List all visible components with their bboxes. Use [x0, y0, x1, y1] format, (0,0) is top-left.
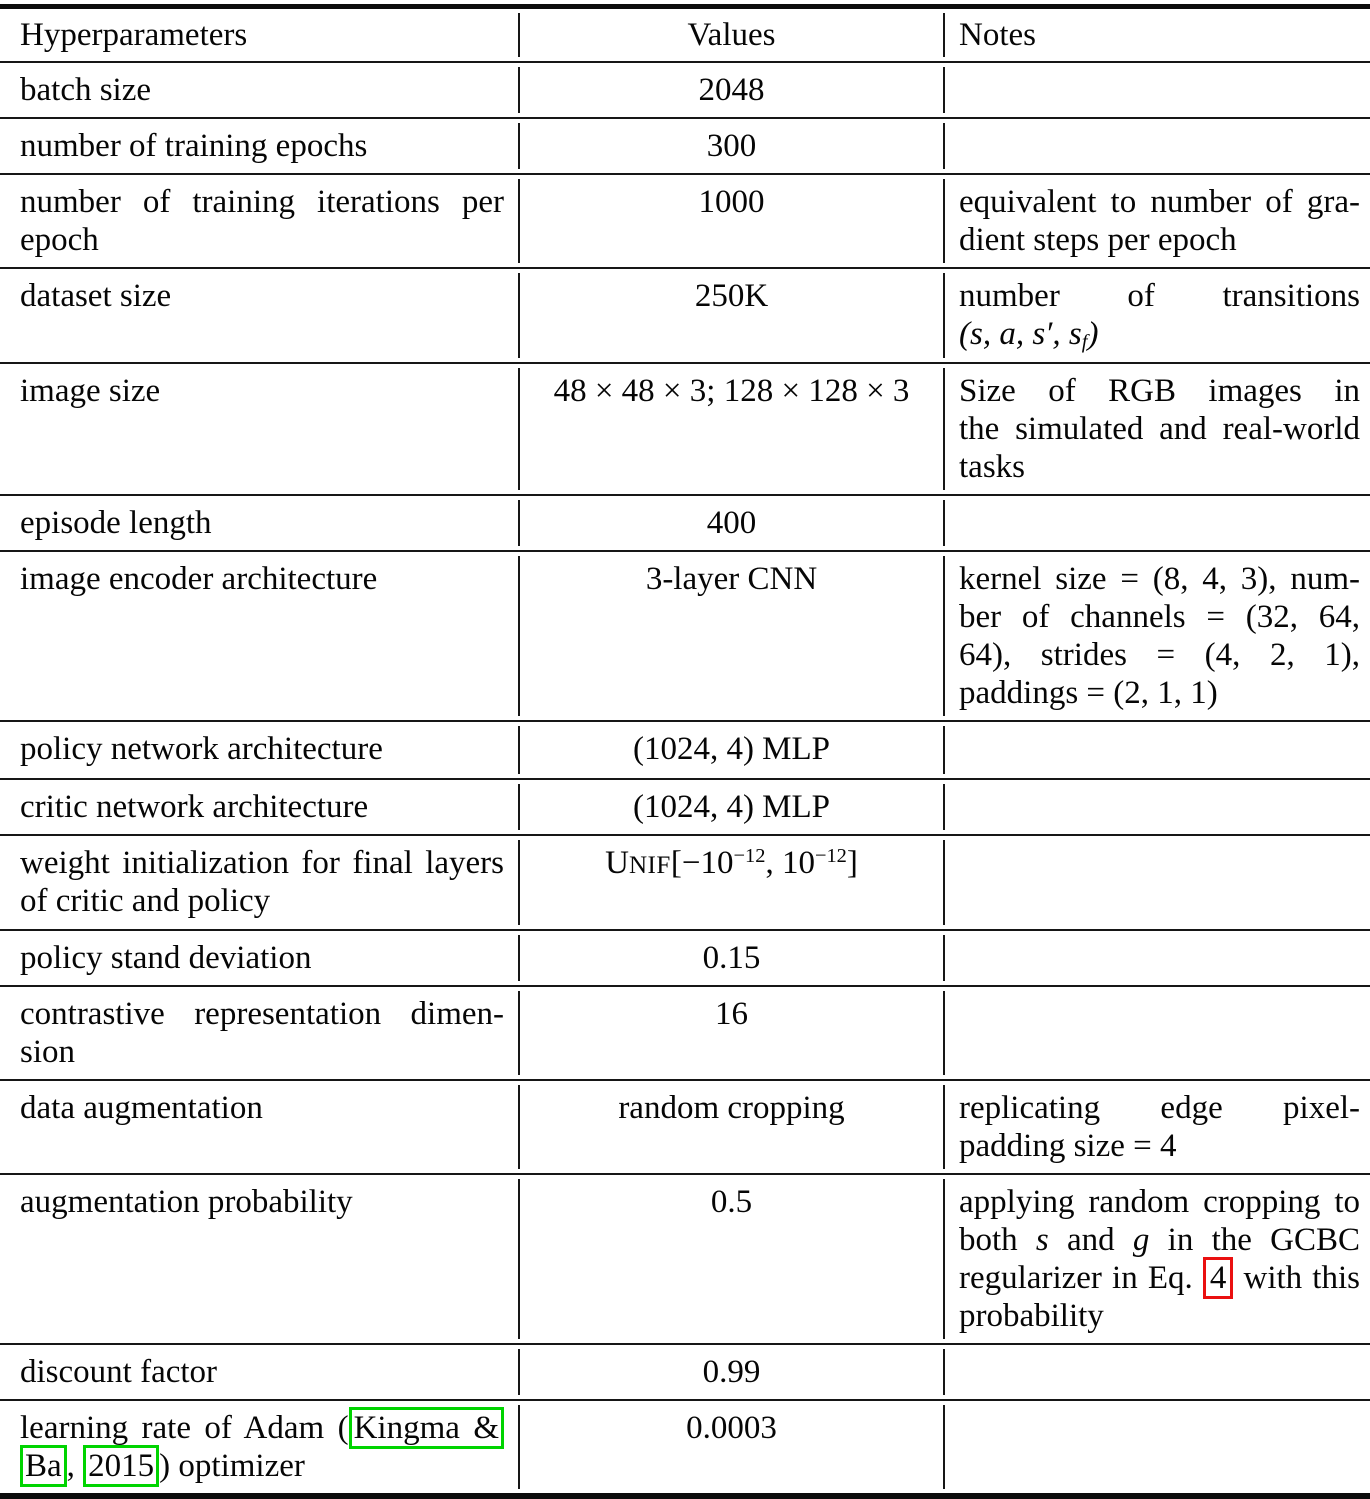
cell-note [945, 780, 1370, 834]
row-augmentation-probability [0, 1173, 1370, 1343]
row-training-iterations [0, 173, 1370, 267]
cell-hyperparameter: data augmentation [20, 1090, 263, 1126]
cell-note [945, 552, 1370, 720]
text-line: replicating edge pixel- [959, 1090, 1360, 1126]
cell-note [945, 722, 1370, 778]
cell-note [945, 836, 1370, 929]
text-line: kernel size = (8, 4, 3), num- [959, 561, 1360, 597]
text-line: epoch [20, 222, 99, 258]
cell-hyperparameter: dataset size [20, 278, 172, 314]
cell-note [945, 269, 1370, 362]
row-weight-initialization [0, 834, 1370, 929]
row-image-encoder [0, 550, 1370, 720]
citation-link-kingma[interactable]: Kingma & [349, 1407, 504, 1449]
text-line: ber of channels = (32, 64, [959, 599, 1360, 635]
cell-hyperparameter: critic network architecture [20, 789, 369, 825]
text-line: 64), strides = (4, 2, 1), [959, 637, 1360, 673]
cell-hyperparameter: episode length [20, 505, 212, 541]
subscript: f [1081, 331, 1088, 354]
row-policy-stand-deviation [0, 929, 1370, 985]
transition-tuple-math: (s, a, s′, $s_f$) [959, 316, 1099, 354]
text-line: equivalent to number of gra- [959, 184, 1360, 220]
cell-hyperparameter [0, 836, 518, 929]
cell-value: (1024, 4) MLP [518, 780, 945, 834]
cell-note [945, 1175, 1370, 1343]
cell-note [945, 119, 1370, 173]
goal-symbol: g [1132, 1222, 1150, 1258]
cell-hyperparameter [0, 1401, 518, 1493]
cell-value: 300 [518, 119, 945, 173]
cell-note [945, 63, 1370, 117]
header-notes: Notes [959, 17, 1036, 53]
unif-interval-value: $UNIF[-10^{-12}$, $10^{-12}$] [605, 844, 858, 881]
cell-hyperparameter: number of training epochs [20, 128, 368, 164]
cell-value: 400 [518, 496, 945, 550]
text-line: sion [20, 1034, 76, 1070]
cell-hyperparameter [0, 987, 518, 1079]
row-discount-factor [0, 1343, 1370, 1399]
cell-value [518, 836, 945, 929]
cell-note [945, 175, 1370, 267]
text-line: tasks [959, 449, 1025, 485]
row-episode-length [0, 494, 1370, 550]
cell-note [945, 364, 1370, 494]
row-image-size [0, 362, 1370, 494]
header-values: Values [518, 9, 945, 61]
cell-hyperparameter: augmentation probability [20, 1184, 353, 1220]
exponent: −12 [733, 844, 766, 867]
row-batch-size [0, 61, 1370, 117]
cell-note [945, 496, 1370, 550]
citation-link-2015[interactable]: 2015 [83, 1445, 159, 1487]
text-line: the simulated and real-world [959, 411, 1360, 447]
citation-link-ba[interactable]: Ba [20, 1445, 67, 1487]
text-line: learning rate of Adam ( Kingma & [20, 1409, 504, 1447]
text-line: dient steps per epoch [959, 222, 1237, 258]
text-line: probability [959, 1298, 1104, 1334]
cell-value: random cropping [518, 1081, 945, 1173]
cell-hyperparameter [0, 175, 518, 267]
text-line: of critic and policy [20, 883, 271, 919]
equation-ref-4[interactable]: 4 [1203, 1257, 1234, 1299]
text-line: paddings = (2, 1, 1) [959, 675, 1218, 711]
cell-hyperparameter: policy stand deviation [20, 940, 312, 976]
cell-value: 0.5 [518, 1175, 945, 1343]
row-critic-network [0, 778, 1370, 834]
text-line: weight initialization for final layers [20, 845, 504, 881]
row-policy-network [0, 720, 1370, 778]
cell-note [945, 931, 1370, 985]
text-line: padding size = 4 [959, 1128, 1177, 1164]
cell-value: 250K [518, 269, 945, 362]
text-line: Ba , 2015 ) optimizer [20, 1447, 504, 1485]
cell-value: 0.99 [518, 1345, 945, 1399]
row-learning-rate [0, 1399, 1370, 1493]
text-line: Size of RGB images in [959, 373, 1360, 409]
cell-note [945, 987, 1370, 1079]
exponent: −12 [814, 844, 847, 867]
cell-hyperparameter: batch size [20, 72, 152, 108]
row-contrastive-dimension [0, 985, 1370, 1079]
cell-hyperparameter: image size [20, 373, 161, 409]
state-symbol: s [1035, 1222, 1049, 1258]
cell-note [945, 1401, 1370, 1493]
cell-value: 0.0003 [518, 1401, 945, 1493]
row-data-augmentation [0, 1079, 1370, 1173]
cell-value: (1024, 4) MLP [518, 722, 945, 778]
row-training-epochs [0, 117, 1370, 173]
cell-hyperparameter: discount factor [20, 1354, 218, 1390]
text-line: number of transitions [959, 278, 1360, 314]
cell-value: 48 × 48 × 3; 128 × 128 × 3 [518, 364, 945, 494]
cell-note [945, 1345, 1370, 1399]
table-header-row [0, 9, 1370, 61]
cell-value: 0.15 [518, 931, 945, 985]
cell-note [945, 1081, 1370, 1173]
cell-hyperparameter: image encoder architecture [20, 561, 378, 597]
cell-value: 16 [518, 987, 945, 1079]
text-line: applying random cropping to [959, 1184, 1360, 1220]
cell-value: 1000 [518, 175, 945, 267]
header-hyperparameters: Hyperparameters [20, 17, 248, 53]
text-line: both s and g in the GCBC [959, 1222, 1360, 1258]
text-line: contrastive representation dimen- [20, 996, 504, 1032]
row-dataset-size [0, 267, 1370, 362]
text-line: number of training iterations per [20, 184, 504, 220]
cell-value: 2048 [518, 63, 945, 117]
cell-value: 3-layer CNN [518, 552, 945, 720]
text-line: regularizer in Eq. 4 with this [959, 1259, 1360, 1297]
cell-hyperparameter: policy network architecture [20, 731, 383, 767]
hyperparameters-table [0, 4, 1370, 1499]
